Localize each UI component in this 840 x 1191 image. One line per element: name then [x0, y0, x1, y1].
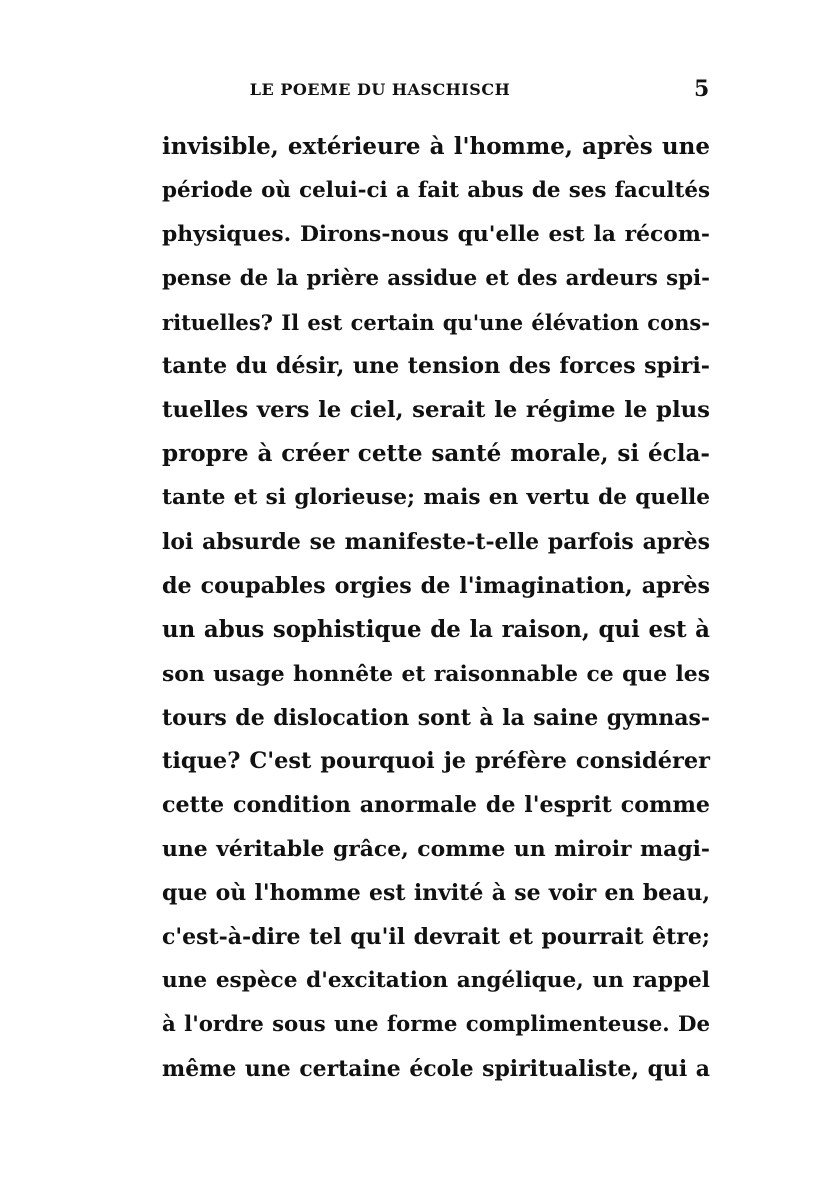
- text-line: invisible, extérieure à l'homme, après une: [162, 133, 710, 160]
- text-line: un abus sophistique de la raison, qui est à: [162, 616, 710, 643]
- running-title: LE POEME DU HASCHISCH: [249, 80, 511, 99]
- text-line: période où celui-ci a fait abus de ses facultés: [162, 177, 710, 203]
- text-line: tante du désir, une tension des forces spiri-: [162, 353, 710, 380]
- text-line: tuelles vers le ciel, serait le régime le plus: [162, 397, 710, 424]
- body-text: [162, 127, 710, 1093]
- text-line: à l'ordre sous une forme complimenteuse. De: [162, 1011, 710, 1037]
- text-line: tique? C'est pourquoi je préfère considérer: [162, 748, 710, 775]
- text-line: une espèce d'excitation angélique, un rappel: [162, 967, 710, 993]
- text-line: loi absurde se manifeste-t-elle parfois après: [162, 529, 710, 556]
- text-line: rituelles? Il est certain qu'une élévation cons-: [162, 309, 710, 335]
- text-line: même une certaine école spiritualiste, qui a: [162, 1055, 710, 1082]
- text-line: tours de dislocation sont à la saine gymnas-: [162, 704, 710, 731]
- page-number: 5: [694, 76, 710, 102]
- text-line: de coupables orgies de l'imagination, après: [162, 572, 710, 599]
- text-line: que où l'homme est invité à se voir en beau,: [162, 880, 710, 907]
- text-line: cette condition anormale de l'esprit comme: [162, 792, 710, 819]
- text-line: une véritable grâce, comme un miroir magi-: [162, 836, 710, 863]
- text-line: pense de la prière assidue et des ardeurs spi-: [162, 265, 710, 291]
- text-line: tante et si glorieuse; mais en vertu de quelle: [162, 485, 710, 511]
- text-line: son usage honnête et raisonnable ce que les: [162, 660, 710, 687]
- text-line: c'est-à-dire tel qu'il devrait et pourrait être;: [162, 924, 710, 951]
- text-line: physiques. Dirons-nous qu'elle est la récom-: [162, 221, 710, 247]
- text-line: propre à créer cette santé morale, si écla-: [162, 440, 710, 468]
